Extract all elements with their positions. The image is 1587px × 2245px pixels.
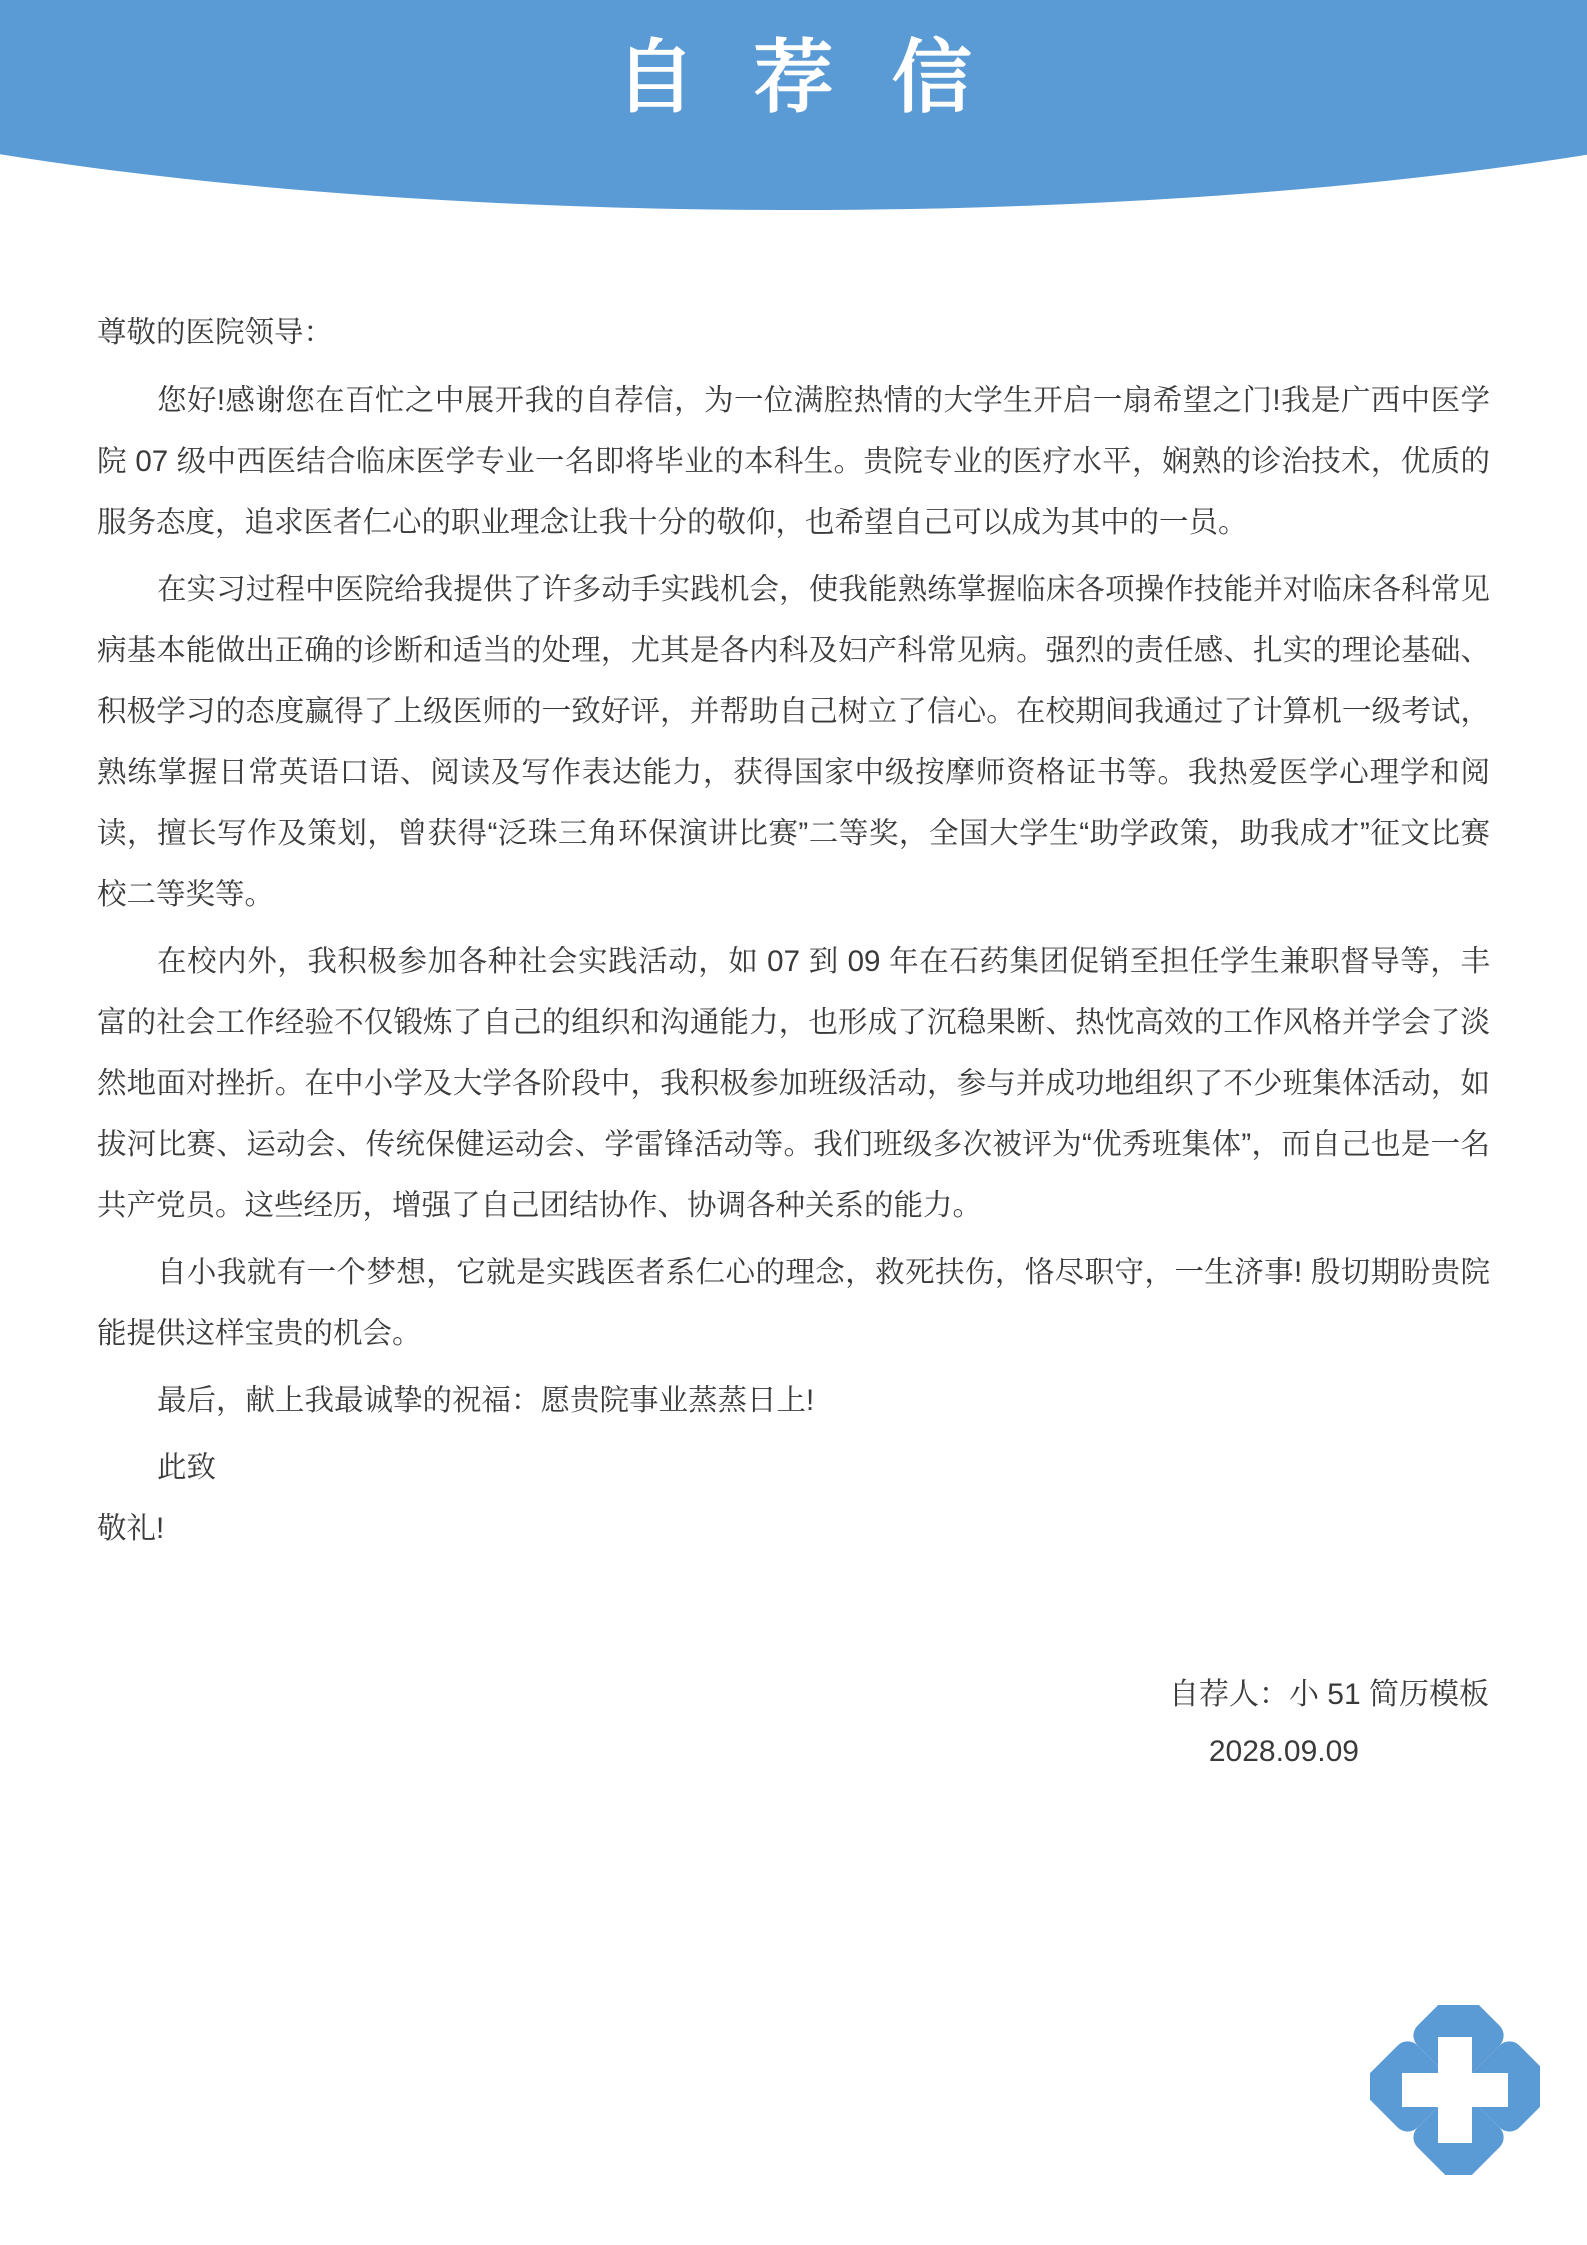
medical-cross-icon — [1370, 2005, 1540, 2175]
salutation: 尊敬的医院领导： — [97, 316, 334, 349]
closing-cizhi: 此致 — [157, 1450, 217, 1484]
page-title: 自 荐 信 — [615, 33, 990, 122]
closing-jingli: 敬礼! — [97, 1511, 165, 1545]
signature-date: 2028.09.09 — [1208, 1734, 1359, 1768]
paragraph-5: 最后，献上我最诚挚的祝福：愿贵院事业蒸蒸日上! — [157, 1383, 815, 1417]
paragraph-4: 自小我就有一个梦想，它就是实践医者系仁心的理念，救死扶伤，恪尽职守，一生济事! 殷切期盼贵院能提供这样宝贵的机会。 — [97, 1255, 1490, 1350]
paragraph-2: 在实习过程中医院给我提供了许多动手实践机会，使我能熟练掌握临床各项操作技能并对临床各科常见病基本能做出正确的诊断和适当的处理，尤其是各内科及妇产科常见病。强烈的责任感、扎实的理论基础、积极学习的态度赢得了上级医师的一致好评，并帮助自己树立了信心。在校期间我通过了计算机一级考试，熟练掌握日常英语口语、阅读及写作表达能力，获得国家中级按摩师资格证书等。我热爱医学心理学和阅读，擅长写作及策划，曾获得“泛珠三角环保演讲比赛”二等奖，全国大学生“助学政策，助我成才”征文比赛校二等奖等。 — [97, 572, 1490, 911]
signature-block — [0, 1672, 1489, 1773]
signature-name: 自荐人：小 51 简历模板 — [1168, 1678, 1489, 1711]
paragraph-3: 在校内外，我积极参加各种社会实践活动，如 07 到 09 年在石药集团促销至担任学生兼职督导等，丰富的社会工作经验不仅锻炼了自己的组织和沟通能力，也形成了沉稳果断、热忱高效的工作风格并学会了淡然地面对挫折。在中小学及大学各阶段中，我积极参加班级活动，参与并成功地组织了不少班集体活动，如拔河比赛、运动会、传统保健运动会、学雷锋活动等。我们班级多次被评为“优秀班集体”，而自己也是一名共产党员。这些经历，增强了自己团结协作、协调各种关系的能力。 — [97, 944, 1490, 1222]
letter-body — [97, 310, 1490, 1559]
medical-cross-svg — [1370, 2005, 1540, 2175]
paragraph-1: 您好!感谢您在百忙之中展开我的自荐信，为一位满腔热情的大学生开启一扇希望之门!我是广西中医学院 07 级中西医结合临床医学专业一名即将毕业的本科生。贵院专业的医疗水平，娴熟的诊治技术，优质的服务态度，追求医者仁心的职业理念让我十分的敬仰，也希望自己可以成为其中的一员。 — [97, 383, 1490, 539]
